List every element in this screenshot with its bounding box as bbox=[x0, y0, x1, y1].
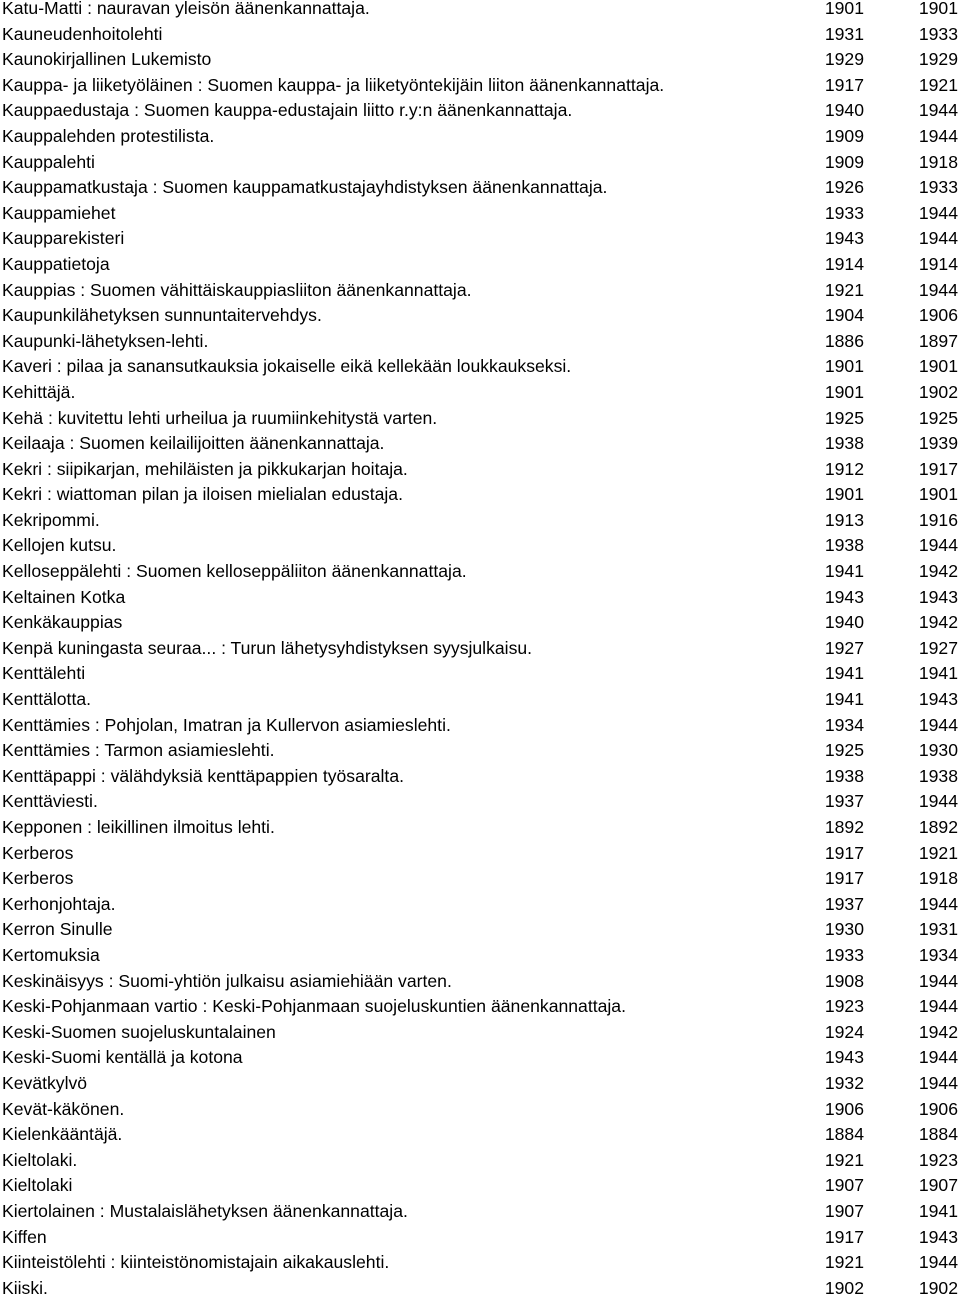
end-year: 1901 bbox=[918, 0, 958, 18]
periodical-title: Kaupparekisteri bbox=[2, 228, 125, 249]
periodical-title: Kerhonjohtaja. bbox=[2, 893, 116, 914]
end-year: 1944 bbox=[918, 279, 958, 300]
list-item bbox=[0, 0, 960, 22]
start-year: 1937 bbox=[824, 791, 864, 812]
list-item bbox=[0, 636, 960, 662]
list-item bbox=[0, 866, 960, 892]
end-year: 1944 bbox=[918, 100, 958, 121]
list-item bbox=[0, 559, 960, 585]
start-year: 1941 bbox=[824, 663, 864, 684]
end-year: 1939 bbox=[918, 433, 958, 454]
list-item bbox=[0, 994, 960, 1020]
periodical-title: Kauppamatkustaja : Suomen kauppamatkustajayhdistyksen äänenkannattaja. bbox=[2, 177, 608, 198]
periodical-title: Kielenkääntäjä. bbox=[2, 1124, 123, 1145]
periodical-title: Kaupunki-lähetyksen-lehti. bbox=[2, 330, 209, 351]
start-year: 1938 bbox=[824, 535, 864, 556]
periodical-title: Kieltolaki bbox=[2, 1175, 73, 1196]
end-year: 1944 bbox=[918, 1252, 958, 1273]
periodical-title: Kehä : kuvitettu lehti urheilua ja ruumiinkehitystä varten. bbox=[2, 407, 438, 428]
end-year: 1929 bbox=[918, 49, 958, 70]
start-year: 1929 bbox=[824, 49, 864, 70]
start-year: 1930 bbox=[824, 919, 864, 940]
list-item bbox=[0, 303, 960, 329]
list-item bbox=[0, 508, 960, 534]
start-year: 1917 bbox=[824, 74, 864, 95]
periodical-title: Kaunokirjallinen Lukemisto bbox=[2, 49, 212, 70]
start-year: 1923 bbox=[824, 996, 864, 1017]
list-item bbox=[0, 943, 960, 969]
periodical-title: Keskinäisyys : Suomi-yhtiön julkaisu asiamiehiään varten. bbox=[2, 970, 452, 991]
periodical-title: Kiertolainen : Mustalaislähetyksen äänenkannattaja. bbox=[2, 1200, 408, 1221]
end-year: 1943 bbox=[918, 1226, 958, 1247]
start-year: 1917 bbox=[824, 842, 864, 863]
periodical-title: Kenpä kuningasta seuraa... : Turun lähetysyhdistyksen syysjulkaisu. bbox=[2, 637, 533, 658]
start-year: 1884 bbox=[824, 1124, 864, 1145]
end-year: 1943 bbox=[918, 689, 958, 710]
end-year: 1921 bbox=[918, 842, 958, 863]
list-item bbox=[0, 610, 960, 636]
list-item bbox=[0, 380, 960, 406]
end-year: 1944 bbox=[918, 714, 958, 735]
start-year: 1901 bbox=[824, 381, 864, 402]
periodical-title: Kekripommi. bbox=[2, 509, 100, 530]
periodical-title: Kieltolaki. bbox=[2, 1149, 78, 1170]
periodical-title: Kauppias : Suomen vähittäiskauppiasliiton äänenkannattaja. bbox=[2, 279, 472, 300]
list-item bbox=[0, 124, 960, 150]
end-year: 1942 bbox=[918, 1021, 958, 1042]
start-year: 1943 bbox=[824, 586, 864, 607]
list-item bbox=[0, 1097, 960, 1123]
list-item bbox=[0, 1225, 960, 1251]
periodical-title: Keltainen Kotka bbox=[2, 586, 126, 607]
list-item bbox=[0, 687, 960, 713]
start-year: 1926 bbox=[824, 177, 864, 198]
end-year: 1902 bbox=[918, 1277, 958, 1298]
periodical-title: Kevät-käkönen. bbox=[2, 1098, 125, 1119]
start-year: 1938 bbox=[824, 765, 864, 786]
end-year: 1944 bbox=[918, 893, 958, 914]
periodical-title: Kekri : wiattoman pilan ja iloisen mielialan edustaja. bbox=[2, 484, 403, 505]
start-year: 1908 bbox=[824, 970, 864, 991]
list-item bbox=[0, 329, 960, 355]
start-year: 1907 bbox=[824, 1175, 864, 1196]
list-item bbox=[0, 789, 960, 815]
list-item bbox=[0, 969, 960, 995]
periodical-title: Kenttäviesti. bbox=[2, 791, 98, 812]
periodical-title: Kauppamiehet bbox=[2, 202, 116, 223]
end-year: 1914 bbox=[918, 253, 958, 274]
periodical-title: Keski-Suomi kentällä ja kotona bbox=[2, 1047, 243, 1068]
periodical-title: Kehittäjä. bbox=[2, 381, 76, 402]
end-year: 1941 bbox=[918, 1200, 958, 1221]
periodical-title: Keski-Suomen suojeluskuntalainen bbox=[2, 1021, 276, 1042]
periodical-title: Kenttäpappi : välähdyksiä kenttäpappien työsaralta. bbox=[2, 765, 404, 786]
end-year: 1944 bbox=[918, 791, 958, 812]
start-year: 1931 bbox=[824, 23, 864, 44]
list-item bbox=[0, 354, 960, 380]
end-year: 1941 bbox=[918, 663, 958, 684]
end-year: 1921 bbox=[918, 74, 958, 95]
periodical-title: Kauppaedustaja : Suomen kauppa-edustajain liitto r.y:n äänenkannattaja. bbox=[2, 100, 573, 121]
periodical-title: Kenttämies : Pohjolan, Imatran ja Kullervon asiamieslehti. bbox=[2, 714, 451, 735]
list-item bbox=[0, 815, 960, 841]
end-year: 1942 bbox=[918, 561, 958, 582]
start-year: 1892 bbox=[824, 817, 864, 837]
list-item bbox=[0, 1045, 960, 1071]
end-year: 1944 bbox=[918, 125, 958, 146]
end-year: 1930 bbox=[918, 740, 958, 761]
start-year: 1925 bbox=[824, 740, 864, 761]
periodical-title: Kevätkylvö bbox=[2, 1072, 88, 1093]
end-year: 1931 bbox=[918, 919, 958, 940]
periodical-title: Kaupunkilähetyksen sunnuntaitervehdys. bbox=[2, 305, 322, 326]
start-year: 1909 bbox=[824, 151, 864, 172]
start-year: 1943 bbox=[824, 1047, 864, 1068]
periodical-title: Kenkäkauppias bbox=[2, 612, 123, 633]
start-year: 1906 bbox=[824, 1098, 864, 1119]
start-year: 1904 bbox=[824, 305, 864, 326]
end-year: 1892 bbox=[918, 817, 958, 837]
periodical-title: Kerberos bbox=[2, 868, 74, 889]
list-item bbox=[0, 917, 960, 943]
start-year: 1933 bbox=[824, 202, 864, 223]
end-year: 1944 bbox=[918, 1072, 958, 1093]
start-year: 1917 bbox=[824, 1226, 864, 1247]
list-item bbox=[0, 585, 960, 611]
end-year: 1906 bbox=[918, 305, 958, 326]
list-item bbox=[0, 482, 960, 508]
start-year: 1941 bbox=[824, 689, 864, 710]
periodical-title: Kekri : siipikarjan, mehiläisten ja pikkukarjan hoitaja. bbox=[2, 458, 408, 479]
periodical-title: Kiiski. bbox=[2, 1277, 48, 1298]
list-item bbox=[0, 738, 960, 764]
end-year: 1944 bbox=[918, 996, 958, 1017]
end-year: 1901 bbox=[918, 484, 958, 505]
start-year: 1917 bbox=[824, 868, 864, 889]
list-item bbox=[0, 278, 960, 304]
periodical-title: Kelloseppälehti : Suomen kelloseppäliiton äänenkannattaja. bbox=[2, 561, 467, 582]
list-item bbox=[0, 533, 960, 559]
end-year: 1906 bbox=[918, 1098, 958, 1119]
end-year: 1916 bbox=[918, 509, 958, 530]
list-item bbox=[0, 1173, 960, 1199]
list-item bbox=[0, 1020, 960, 1046]
periodical-title: Keski-Pohjanmaan vartio : Keski-Pohjanmaan suojeluskuntien äänenkannattaja. bbox=[2, 996, 626, 1017]
end-year: 1901 bbox=[918, 356, 958, 377]
start-year: 1921 bbox=[824, 279, 864, 300]
list-item bbox=[0, 73, 960, 99]
end-year: 1897 bbox=[918, 330, 958, 351]
periodical-title: Kauppa- ja liiketyöläinen : Suomen kauppa- ja liiketyöntekijäin liiton äänenkannattaja. bbox=[2, 74, 665, 95]
start-year: 1943 bbox=[824, 228, 864, 249]
start-year: 1932 bbox=[824, 1072, 864, 1093]
list-item bbox=[0, 98, 960, 124]
periodical-title: Kauppalehden protestilista. bbox=[2, 125, 215, 146]
list-item bbox=[0, 406, 960, 432]
periodical-title: Kerron Sinulle bbox=[2, 919, 113, 940]
periodical-title: Kerberos bbox=[2, 842, 74, 863]
start-year: 1909 bbox=[824, 125, 864, 146]
periodical-title: Kepponen : leikillinen ilmoitus lehti. bbox=[2, 817, 275, 837]
end-year: 1884 bbox=[918, 1124, 958, 1145]
end-year: 1944 bbox=[918, 1047, 958, 1068]
start-year: 1912 bbox=[824, 458, 864, 479]
end-year: 1944 bbox=[918, 228, 958, 249]
list-item bbox=[0, 1250, 960, 1276]
list-item bbox=[0, 22, 960, 48]
list-item bbox=[0, 841, 960, 867]
start-year: 1901 bbox=[824, 356, 864, 377]
periodical-title: Kiinteistölehti : kiinteistönomistajain aikakauslehti. bbox=[2, 1252, 390, 1273]
end-year: 1927 bbox=[918, 637, 958, 658]
periodical-title: Keilaaja : Suomen keilailijoitten äänenkannattaja. bbox=[2, 433, 385, 454]
list-item bbox=[0, 457, 960, 483]
end-year: 1917 bbox=[918, 458, 958, 479]
end-year: 1944 bbox=[918, 970, 958, 991]
list-item bbox=[0, 431, 960, 457]
start-year: 1938 bbox=[824, 433, 864, 454]
list-item bbox=[0, 764, 960, 790]
periodical-title: Kertomuksia bbox=[2, 944, 100, 965]
start-year: 1907 bbox=[824, 1200, 864, 1221]
end-year: 1934 bbox=[918, 944, 958, 965]
end-year: 1907 bbox=[918, 1175, 958, 1196]
periodical-title: Kauneudenhoitolehti bbox=[2, 23, 163, 44]
periodical-title: Katu-Matti : nauravan yleisön äänenkannattaja. bbox=[2, 0, 370, 18]
start-year: 1937 bbox=[824, 893, 864, 914]
start-year: 1902 bbox=[824, 1277, 864, 1298]
list-item bbox=[0, 252, 960, 278]
start-year: 1925 bbox=[824, 407, 864, 428]
end-year: 1918 bbox=[918, 151, 958, 172]
list-item bbox=[0, 226, 960, 252]
start-year: 1913 bbox=[824, 509, 864, 530]
start-year: 1901 bbox=[824, 484, 864, 505]
end-year: 1923 bbox=[918, 1149, 958, 1170]
end-year: 1925 bbox=[918, 407, 958, 428]
start-year: 1901 bbox=[824, 0, 864, 18]
list-item bbox=[0, 1071, 960, 1097]
list-item bbox=[0, 892, 960, 918]
start-year: 1940 bbox=[824, 100, 864, 121]
list-item bbox=[0, 1199, 960, 1225]
start-year: 1927 bbox=[824, 637, 864, 658]
list-item bbox=[0, 713, 960, 739]
list-item bbox=[0, 1276, 960, 1301]
periodical-title: Kenttämies : Tarmon asiamieslehti. bbox=[2, 740, 275, 761]
start-year: 1940 bbox=[824, 612, 864, 633]
list-item bbox=[0, 661, 960, 687]
list-item bbox=[0, 175, 960, 201]
periodical-title: Kaveri : pilaa ja sanansutkauksia jokaiselle eikä kellekään loukkaukseksi. bbox=[2, 356, 572, 377]
periodical-title: Kauppalehti bbox=[2, 151, 95, 172]
list-item bbox=[0, 1148, 960, 1174]
end-year: 1942 bbox=[918, 612, 958, 633]
periodical-title: Kenttälehti bbox=[2, 663, 86, 684]
start-year: 1914 bbox=[824, 253, 864, 274]
periodical-title: Kauppatietoja bbox=[2, 253, 110, 274]
start-year: 1921 bbox=[824, 1252, 864, 1273]
list-item bbox=[0, 150, 960, 176]
end-year: 1943 bbox=[918, 586, 958, 607]
end-year: 1938 bbox=[918, 765, 958, 786]
start-year: 1886 bbox=[824, 330, 864, 351]
start-year: 1941 bbox=[824, 561, 864, 582]
list-item bbox=[0, 201, 960, 227]
list-item bbox=[0, 1122, 960, 1148]
end-year: 1933 bbox=[918, 177, 958, 198]
end-year: 1918 bbox=[918, 868, 958, 889]
end-year: 1944 bbox=[918, 202, 958, 223]
periodical-title: Kellojen kutsu. bbox=[2, 535, 117, 556]
periodical-title: Kenttälotta. bbox=[2, 689, 92, 710]
start-year: 1921 bbox=[824, 1149, 864, 1170]
end-year: 1902 bbox=[918, 381, 958, 402]
start-year: 1924 bbox=[824, 1021, 864, 1042]
end-year: 1933 bbox=[918, 23, 958, 44]
end-year: 1944 bbox=[918, 535, 958, 556]
start-year: 1934 bbox=[824, 714, 864, 735]
start-year: 1933 bbox=[824, 944, 864, 965]
periodical-title: Kiffen bbox=[2, 1226, 47, 1247]
list-item bbox=[0, 47, 960, 73]
